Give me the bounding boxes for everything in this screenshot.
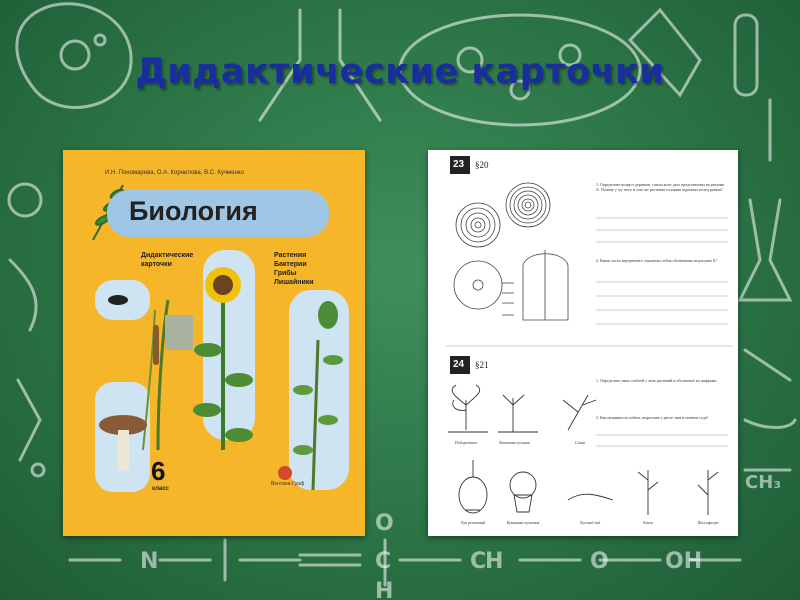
section-number: 24: [453, 359, 465, 370]
question-text: 1. Определите возраст деревьев, спилы кото- рых представлены на рисунке А. Почему у од- ного и того же растения толщина годичных колец разная?: [596, 182, 725, 192]
publisher-name: Вентана-Граф: [271, 481, 305, 487]
topic-item: Лишайники: [274, 279, 314, 286]
worksheet-page: [428, 150, 738, 536]
question-text: 2. Как называются побеги, выросшие у расте- ния в течение года?: [596, 415, 709, 420]
topic-item: Грибы: [274, 270, 297, 277]
svg-text:C: C: [375, 549, 392, 574]
svg-text:O: O: [590, 549, 609, 574]
svg-text:C: C: [470, 549, 487, 574]
section-number: 23: [453, 159, 465, 170]
paragraph-number: §21: [475, 360, 489, 370]
plant-caption: Слива: [574, 440, 586, 445]
topic-item: Бактерии: [274, 261, 307, 268]
plant-caption: Кувшинка пучковая: [506, 520, 540, 525]
grade-word: класс: [152, 486, 169, 492]
plant-caption: Пассифлора: [697, 520, 719, 525]
question-text: 1. Определите типы стеблей у этих растений и обозначьте их цифрами.: [596, 378, 718, 383]
plant-caption: Лапчатка гусиная: [498, 440, 530, 445]
plant-caption: Лук репчатый: [460, 520, 486, 525]
svg-text:H: H: [375, 579, 394, 600]
slide-title: Дидактические карточки: [135, 52, 665, 92]
cover-authors: И.Н. Пономарева, О.А. Корнилова, В.С. Кучменко: [105, 170, 244, 176]
svg-text:CH₃: CH₃: [745, 472, 782, 493]
plant-caption: Хмель: [642, 520, 654, 525]
paragraph-number: §20: [475, 160, 489, 170]
book-title: Биология: [129, 196, 258, 226]
question-text: 2. Какие части внутреннего строения стебля обозначены на рисунке Б?: [596, 258, 718, 263]
svg-text:H: H: [485, 549, 504, 574]
topic-item: Растения: [274, 252, 307, 259]
book-cover: [63, 150, 365, 536]
svg-text:OH: OH: [665, 549, 703, 574]
svg-text:O: O: [375, 511, 394, 536]
plant-caption: Подорожник: [454, 440, 478, 445]
cover-subtitle: Дидактические карточки: [141, 252, 194, 268]
cover-topics: [274, 251, 344, 287]
plant-caption: Луговой чай: [579, 520, 601, 525]
worksheet-drawings: [428, 150, 738, 536]
svg-text:N: N: [140, 549, 159, 574]
grade-number: 6: [151, 456, 166, 486]
